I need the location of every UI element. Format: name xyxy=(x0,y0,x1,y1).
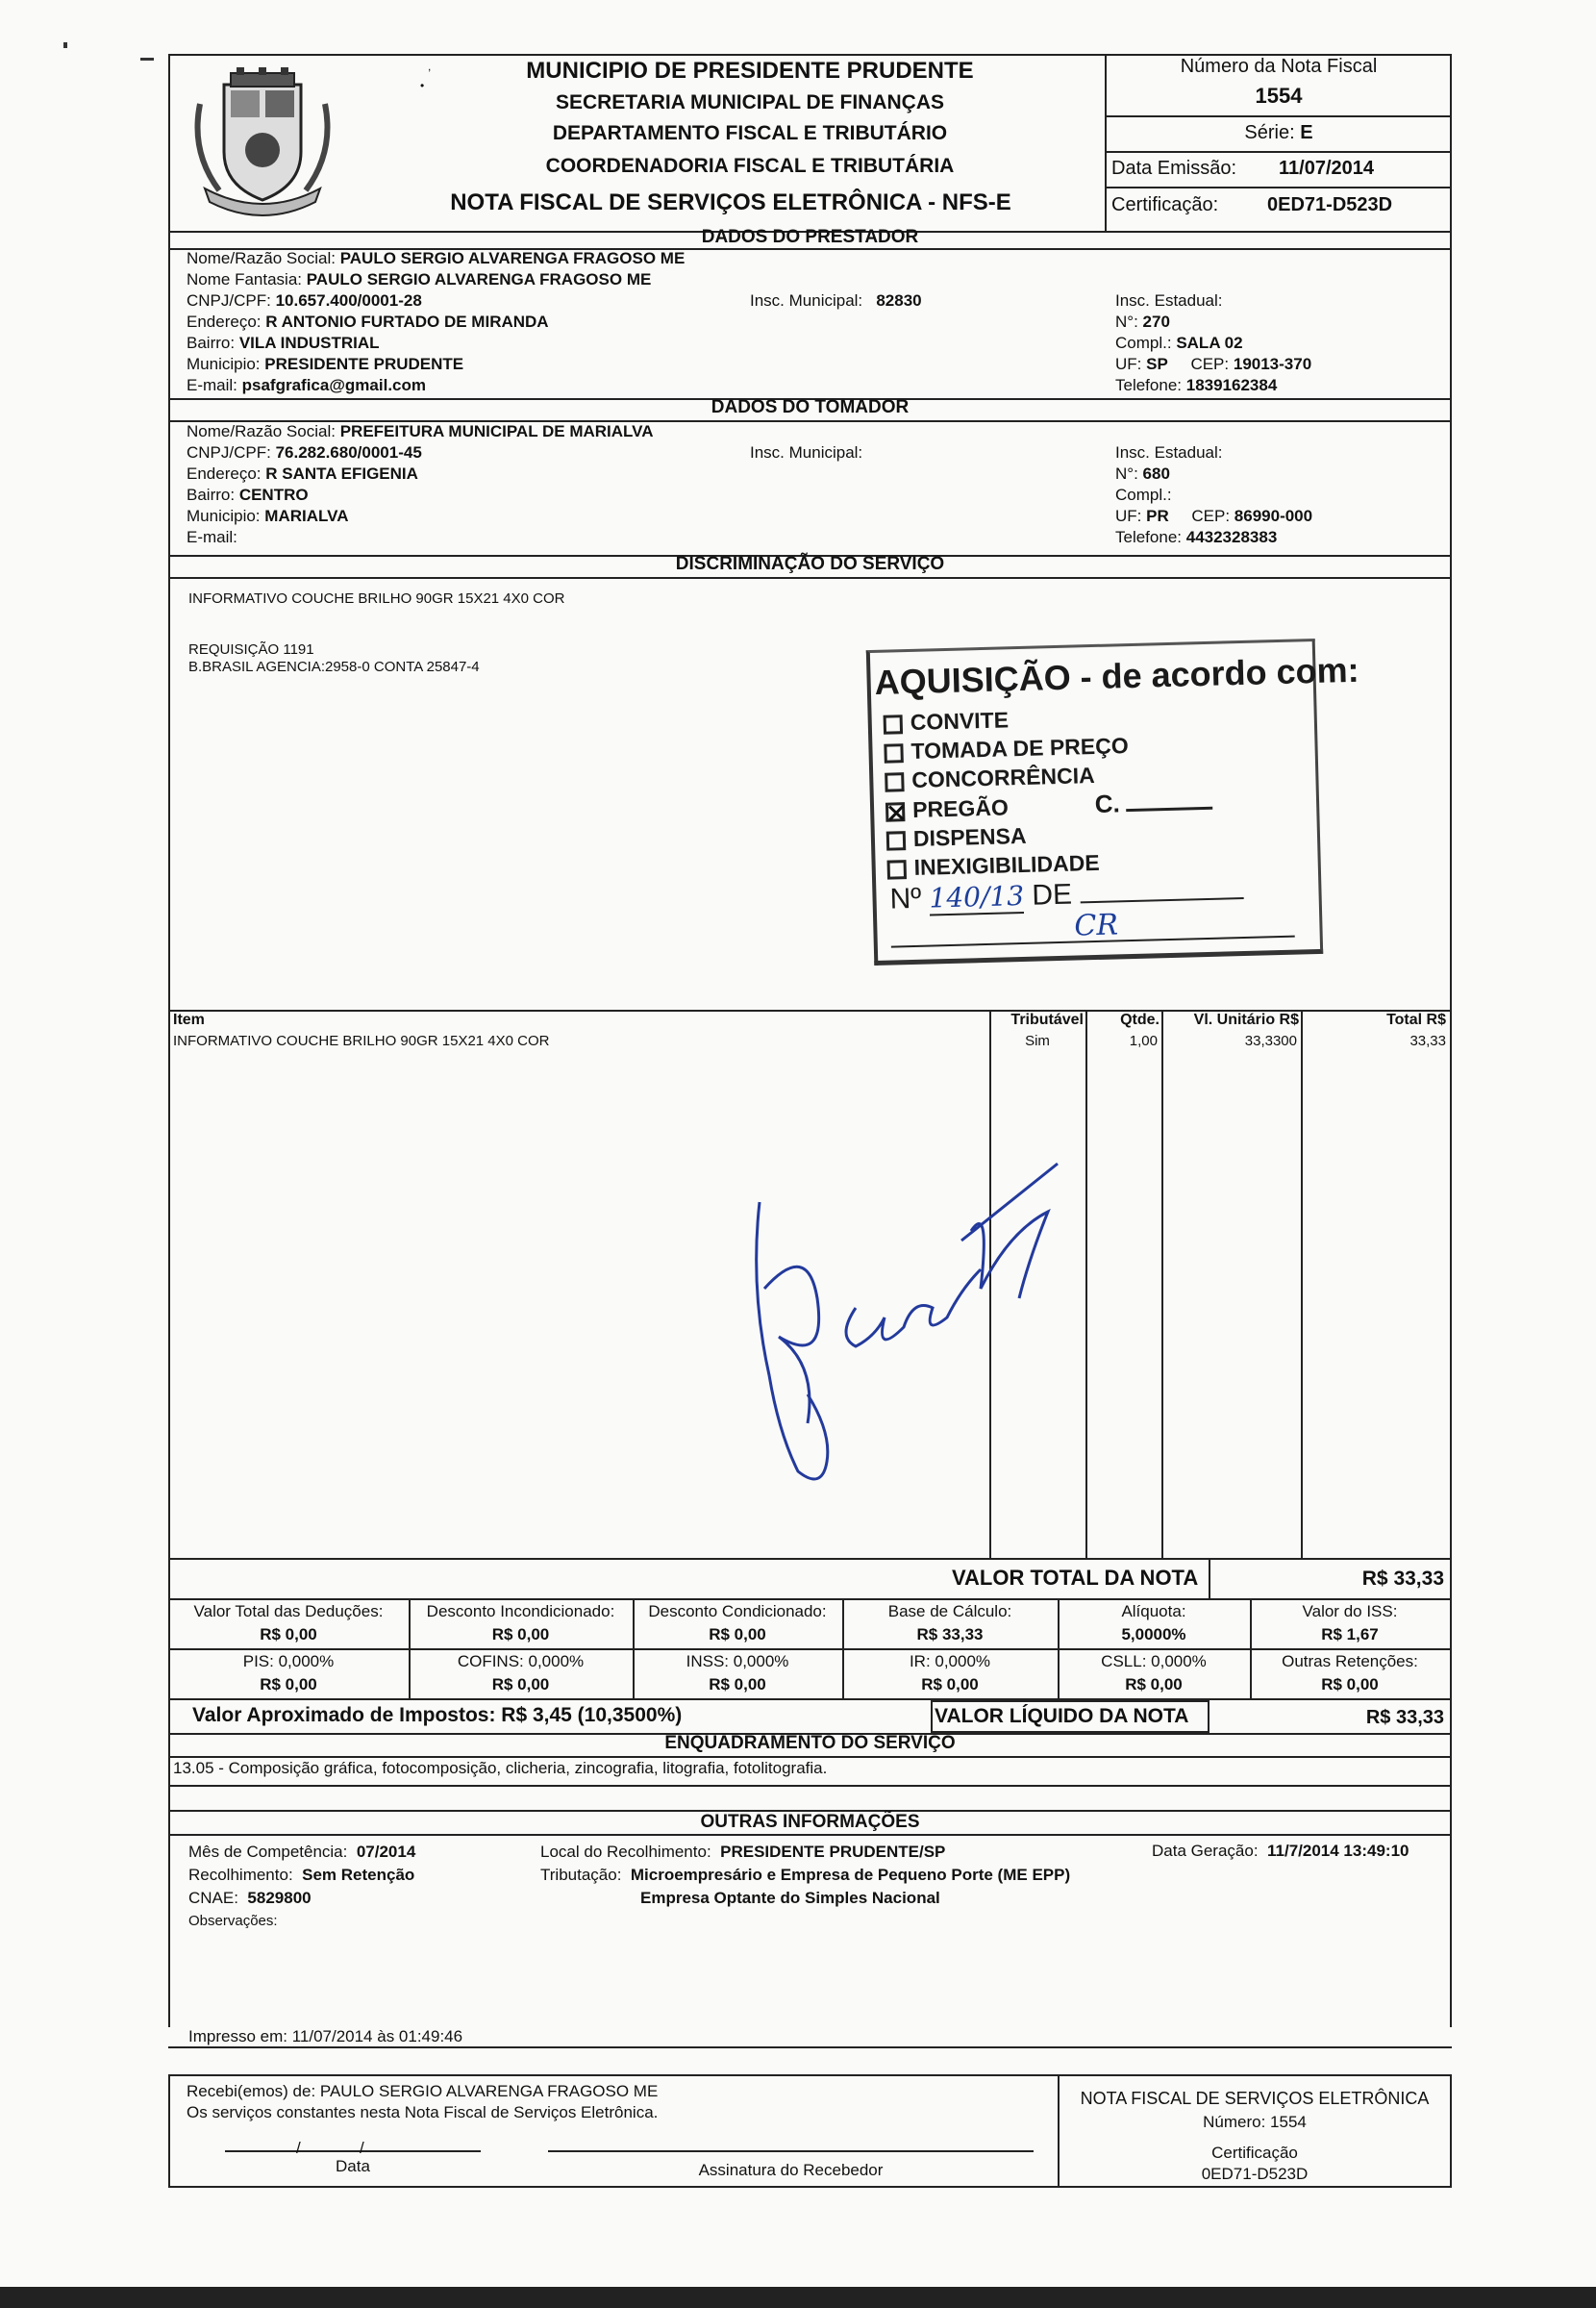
stamp-initials-handwritten: CR xyxy=(1073,908,1119,943)
outras-title-rule xyxy=(168,1834,1452,1836)
issue-date: 11/07/2014 xyxy=(1279,158,1374,179)
item-description: INFORMATIVO COUCHE BRILHO 90GR 15X21 4X0 COR xyxy=(173,1033,550,1049)
tax-cell-base xyxy=(843,1600,1057,1646)
discriminacao-line-2: REQUISIÇÃO 1191 xyxy=(188,641,314,658)
tax-cell-csll xyxy=(1059,1650,1249,1696)
acquisition-stamp xyxy=(866,639,1360,966)
field-label: Endereço: xyxy=(187,313,262,331)
prestador-razao: PAULO SERGIO ALVARENGA FRAGOSO ME xyxy=(339,249,686,267)
coat-of-arms-logo xyxy=(190,65,335,219)
prestador-numero: 270 xyxy=(1142,313,1170,331)
receipt-nf-cert-label: Certificação xyxy=(1211,2144,1298,2162)
field-label: UF: xyxy=(1115,507,1142,525)
tax-cell-iss xyxy=(1251,1600,1449,1646)
handwritten-signature xyxy=(740,1144,1077,1491)
valor-liquido-value: R$ 33,33 xyxy=(1365,1707,1444,1728)
stamp-number-prefix: Nº xyxy=(889,882,922,916)
receipt-date-label: Data xyxy=(336,2157,370,2175)
field-label: Telefone: xyxy=(1115,528,1182,546)
items-header-item: Item xyxy=(173,1012,205,1028)
items-col-divider xyxy=(1161,1010,1163,1558)
header-coordination: COORDENADORIA FISCAL E TRIBUTÁRIA xyxy=(545,155,955,177)
field-label: Municipio: xyxy=(187,507,261,525)
stamp-option-label: TOMADA DE PREÇO xyxy=(910,733,1129,764)
cell-label: COFINS: 0,000% xyxy=(457,1652,585,1670)
invoice-number-label: Número da Nota Fiscal xyxy=(1180,56,1378,77)
cell-value: 5,0000% xyxy=(1121,1625,1186,1643)
outras-middle-block xyxy=(540,1841,1070,1910)
receipt-date-slash: / xyxy=(296,2139,301,2157)
items-header-total: Total R$ xyxy=(1386,1012,1446,1028)
cell-label: Valor Total das Deduções: xyxy=(193,1602,384,1620)
header-decoration: • xyxy=(420,79,425,92)
series-value: E xyxy=(1300,122,1313,143)
field-label: Nome/Razão Social: xyxy=(187,249,336,267)
field-label: Telefone: xyxy=(1115,376,1182,394)
header-department: DEPARTAMENTO FISCAL E TRIBUTÁRIO xyxy=(552,122,948,144)
item-qtde: 1,00 xyxy=(1129,1033,1158,1049)
tax-cell-cofins xyxy=(410,1650,632,1696)
stamp-title: AQUISIÇÃO - de acordo com: xyxy=(874,649,1360,702)
field-label: Data Geração: xyxy=(1152,1842,1259,1860)
cell-label: Desconto Incondicionado: xyxy=(426,1602,615,1620)
receipt-nf-cert: 0ED71-D523D xyxy=(1201,2165,1309,2183)
cell-value: R$ 0,00 xyxy=(921,1675,979,1693)
cell-label: PIS: 0,000% xyxy=(242,1652,335,1670)
field-label: N°: xyxy=(1115,313,1138,331)
stamp-option-label: CONCORRÊNCIA xyxy=(910,762,1095,792)
tax-grid-rule xyxy=(168,1698,1452,1700)
cell-value: R$ 0,00 xyxy=(491,1675,550,1693)
cnae: 5829800 xyxy=(247,1889,312,1907)
field-label: Compl.: xyxy=(1115,334,1172,352)
prestador-uf: SP xyxy=(1146,355,1168,373)
header-secretariat: SECRETARIA MUNICIPAL DE FINANÇAS xyxy=(555,91,945,113)
field-label: Insc. Municipal: xyxy=(750,291,863,310)
tax-cell-pis xyxy=(169,1650,408,1696)
stamp-options xyxy=(883,700,1213,883)
tax-cell-desc-incond xyxy=(410,1600,632,1646)
field-label: Endereço: xyxy=(187,464,262,483)
discriminacao-line-1: INFORMATIVO COUCHE BRILHO 90GR 15X21 4X0 COR xyxy=(188,590,565,607)
prestador-bairro: VILA INDUSTRIAL xyxy=(238,334,380,352)
tomador-cep: 86990-000 xyxy=(1234,507,1313,525)
prestador-title: DADOS DO PRESTADOR xyxy=(701,227,919,247)
discriminacao-title-rule xyxy=(168,577,1452,579)
tomador-right-block xyxy=(1115,442,1447,548)
observacoes-label: Observações: xyxy=(188,1913,278,1929)
checkbox-empty-icon xyxy=(886,831,907,851)
scan-mark xyxy=(63,42,67,48)
stamp-number-suffix: DE xyxy=(1031,878,1073,912)
field-label: Insc. Estadual: xyxy=(1115,443,1223,462)
items-header-unit: Vl. Unitário R$ xyxy=(1193,1012,1299,1028)
data-geracao xyxy=(1152,1841,1409,1862)
checkbox-empty-icon xyxy=(884,715,904,735)
certification-code: 0ED71-D523D xyxy=(1267,194,1393,215)
tax-cell-inss xyxy=(634,1650,841,1696)
valor-total-label: VALOR TOTAL DA NOTA xyxy=(952,1566,1199,1590)
recolhimento: Sem Retenção xyxy=(302,1866,415,1884)
field-label: Tributação: xyxy=(540,1866,622,1884)
prestador-im xyxy=(750,290,922,312)
outras-left-block xyxy=(188,1841,415,1933)
scan-mark xyxy=(140,58,154,61)
tomador-im xyxy=(750,442,862,464)
field-label: Recolhimento: xyxy=(188,1866,293,1884)
cell-label: IR: 0,000% xyxy=(909,1652,991,1670)
prestador-right-block xyxy=(1115,290,1447,396)
receipt-line-1: Recebi(emos) de: PAULO SERGIO ALVARENGA FRAGOSO ME xyxy=(187,2082,659,2100)
field-label: Nome Fantasia: xyxy=(187,270,302,288)
cell-value: R$ 33,33 xyxy=(916,1625,984,1643)
items-col-divider xyxy=(1085,1010,1087,1558)
field-label: Bairro: xyxy=(187,334,236,352)
stamp-option-label: INEXIGIBILIDADE xyxy=(913,849,1100,880)
tomador-left-block xyxy=(187,421,1052,548)
items-header-tributavel: Tributável xyxy=(1010,1012,1084,1028)
stamp-number-handwritten: 140/13 xyxy=(929,879,1025,915)
receipt-signature-line xyxy=(548,2150,1034,2152)
cell-value: R$ 0,00 xyxy=(709,1625,766,1643)
cell-label: CSLL: 0,000% xyxy=(1101,1652,1207,1670)
totals-divider xyxy=(1209,1560,1210,1598)
prestador-im-value: 82830 xyxy=(876,291,922,310)
field-label: CNPJ/CPF: xyxy=(187,443,271,462)
cell-value: R$ 0,00 xyxy=(260,1625,317,1643)
cell-value: R$ 0,00 xyxy=(1321,1675,1379,1693)
prestador-fantasia: PAULO SERGIO ALVARENGA FRAGOSO ME xyxy=(306,270,652,288)
field-label: N°: xyxy=(1115,464,1138,483)
approx-taxes: Valor Aproximado de Impostos: R$ 3,45 (10,3500%) xyxy=(192,1704,683,1726)
receipt-nf-title: NOTA FISCAL DE SERVIÇOS ELETRÔNICA xyxy=(1080,2089,1430,2108)
discriminacao-title: DISCRIMINAÇÃO DO SERVIÇO xyxy=(675,554,945,574)
cell-value: R$ 0,00 xyxy=(260,1675,317,1693)
certification-label: Certificação: xyxy=(1111,194,1219,215)
totals-top-rule xyxy=(168,1558,1452,1560)
checkbox-empty-icon xyxy=(885,772,905,792)
prestador-cep: 19013-370 xyxy=(1233,355,1312,373)
tomador-title: DADOS DO TOMADOR xyxy=(711,397,910,417)
items-col-divider xyxy=(1301,1010,1303,1558)
cell-label: Outras Retenções: xyxy=(1282,1652,1418,1670)
field-label: Insc. Estadual: xyxy=(1115,291,1223,310)
cell-label: Valor do ISS: xyxy=(1302,1602,1398,1620)
field-label: E-mail: xyxy=(187,528,237,546)
tomador-telefone: 4432328383 xyxy=(1185,528,1278,546)
receipt-nf-number: Número: 1554 xyxy=(1203,2113,1307,2131)
receipt-date-slash: / xyxy=(360,2139,364,2157)
checkbox-empty-icon xyxy=(887,860,908,880)
stamp-c-label: C. xyxy=(1094,789,1121,818)
enquadramento-title: ENQUADRAMENTO DO SERVIÇO xyxy=(664,1733,956,1753)
stamp-blank xyxy=(1126,807,1212,812)
tomador-razao: PREFEITURA MUNICIPAL DE MARIALVA xyxy=(339,422,654,440)
checkbox-checked-icon xyxy=(885,802,906,822)
field-label: UF: xyxy=(1115,355,1142,373)
field-label: CEP: xyxy=(1191,507,1231,525)
scan-bottom-edge xyxy=(0,2287,1596,2308)
item-unit-value: 33,3300 xyxy=(1244,1033,1297,1049)
prestador-cnpj: 10.657.400/0001-28 xyxy=(275,291,422,310)
cell-label: INSS: 0,000% xyxy=(686,1652,789,1670)
header-rule xyxy=(1105,151,1452,153)
items-header-qtde: Qtde. xyxy=(1120,1012,1160,1028)
prestador-telefone: 1839162384 xyxy=(1185,376,1278,394)
tax-cell-aliquota xyxy=(1059,1600,1249,1646)
issue-date-label: Data Emissão: xyxy=(1111,158,1237,179)
tomador-address: R SANTA EFIGENIA xyxy=(265,464,418,483)
field-label: Compl.: xyxy=(1115,486,1172,504)
tomador-bairro: CENTRO xyxy=(238,486,309,504)
series-label: Série: xyxy=(1244,122,1295,143)
cell-value: R$ 0,00 xyxy=(1125,1675,1183,1693)
tax-cell-ir xyxy=(843,1650,1057,1696)
prestador-email: psafgrafica@gmail.com xyxy=(241,376,426,394)
impresso-em: Impresso em: 11/07/2014 às 01:49:46 xyxy=(188,2027,463,2045)
field-label: Local do Recolhimento: xyxy=(540,1843,711,1861)
item-tributavel: Sim xyxy=(1025,1033,1050,1049)
field-label: CEP: xyxy=(1190,355,1230,373)
receipt-date-mask xyxy=(225,2150,481,2152)
tomador-municipio: MARIALVA xyxy=(264,507,349,525)
header-municipality: MUNICIPIO DE PRESIDENTE PRUDENTE xyxy=(526,58,974,84)
field-label: Nome/Razão Social: xyxy=(187,422,336,440)
cell-value: R$ 0,00 xyxy=(491,1625,550,1643)
series-row xyxy=(1106,122,1452,144)
receipt-signature-label: Assinatura do Recebedor xyxy=(698,2161,884,2179)
valor-total-value: R$ 33,33 xyxy=(1361,1568,1444,1590)
outras-title: OUTRAS INFORMAÇÕES xyxy=(700,1812,920,1832)
cell-value: R$ 0,00 xyxy=(709,1675,766,1693)
mes-competencia: 07/2014 xyxy=(356,1843,416,1861)
field-label: Insc. Municipal: xyxy=(750,443,863,462)
prestador-compl: SALA 02 xyxy=(1176,334,1243,352)
tomador-uf: PR xyxy=(1146,507,1169,525)
cell-label: Alíquota: xyxy=(1121,1602,1186,1620)
header-doc-title: NOTA FISCAL DE SERVIÇOS ELETRÔNICA - NFS-E xyxy=(450,189,1011,215)
discriminacao-line-3: B.BRASIL AGENCIA:2958-0 CONTA 25847-4 xyxy=(188,659,480,675)
tax-cell-desc-cond xyxy=(634,1600,841,1646)
stamp-date-blank xyxy=(1081,897,1244,903)
cell-label: Base de Cálculo: xyxy=(887,1602,1012,1620)
cell-label: Desconto Condicionado: xyxy=(648,1602,827,1620)
simples-nacional: Empresa Optante do Simples Nacional xyxy=(640,1889,940,1907)
item-total-value: 33,33 xyxy=(1409,1033,1446,1049)
prestador-address: R ANTONIO FURTADO DE MIRANDA xyxy=(265,313,549,331)
stamp-option-label: DISPENSA xyxy=(912,822,1027,851)
prestador-left-block xyxy=(187,248,1052,396)
field-label: Bairro: xyxy=(187,486,236,504)
main-bottom-rule xyxy=(168,2046,1452,2048)
field-label: CNPJ/CPF: xyxy=(187,291,271,310)
data-geracao-value: 11/7/2014 13:49:10 xyxy=(1267,1842,1409,1860)
cell-value: R$ 1,67 xyxy=(1321,1625,1379,1643)
field-label: CNAE: xyxy=(188,1889,238,1907)
field-label: Municipio: xyxy=(187,355,261,373)
tomador-cnpj: 76.282.680/0001-45 xyxy=(275,443,422,462)
tomador-numero: 680 xyxy=(1142,464,1170,483)
stamp-option-label: CONVITE xyxy=(910,707,1010,735)
tributacao: Microempresário e Empresa de Pequeno Porte (ME EPP) xyxy=(630,1866,1071,1884)
tax-cell-deducoes xyxy=(169,1600,408,1646)
valor-liquido-label: VALOR LÍQUIDO DA NOTA xyxy=(935,1705,1189,1727)
local-recolhimento: PRESIDENTE PRUDENTE/SP xyxy=(720,1843,946,1861)
field-label: Mês de Competência: xyxy=(188,1843,348,1861)
header-rule xyxy=(1105,115,1452,117)
stamp-option-label: PREGÃO xyxy=(911,794,1010,822)
enquadramento-text: 13.05 - Composição gráfica, fotocomposição, clicheria, zincografia, litografia, fotolitografia. xyxy=(173,1759,828,1777)
enquadramento-bottom-rule xyxy=(168,1785,1452,1787)
prestador-municipio: PRESIDENTE PRUDENTE xyxy=(264,355,464,373)
header-decoration: , xyxy=(428,60,432,73)
receipt-line-2: Os serviços constantes nesta Nota Fiscal de Serviços Eletrônica. xyxy=(187,2103,659,2121)
field-label: E-mail: xyxy=(187,376,237,394)
header-rule xyxy=(1105,187,1452,188)
checkbox-empty-icon xyxy=(884,743,904,764)
invoice-number: 1554 xyxy=(1255,84,1303,108)
tax-cell-outras xyxy=(1251,1650,1449,1696)
